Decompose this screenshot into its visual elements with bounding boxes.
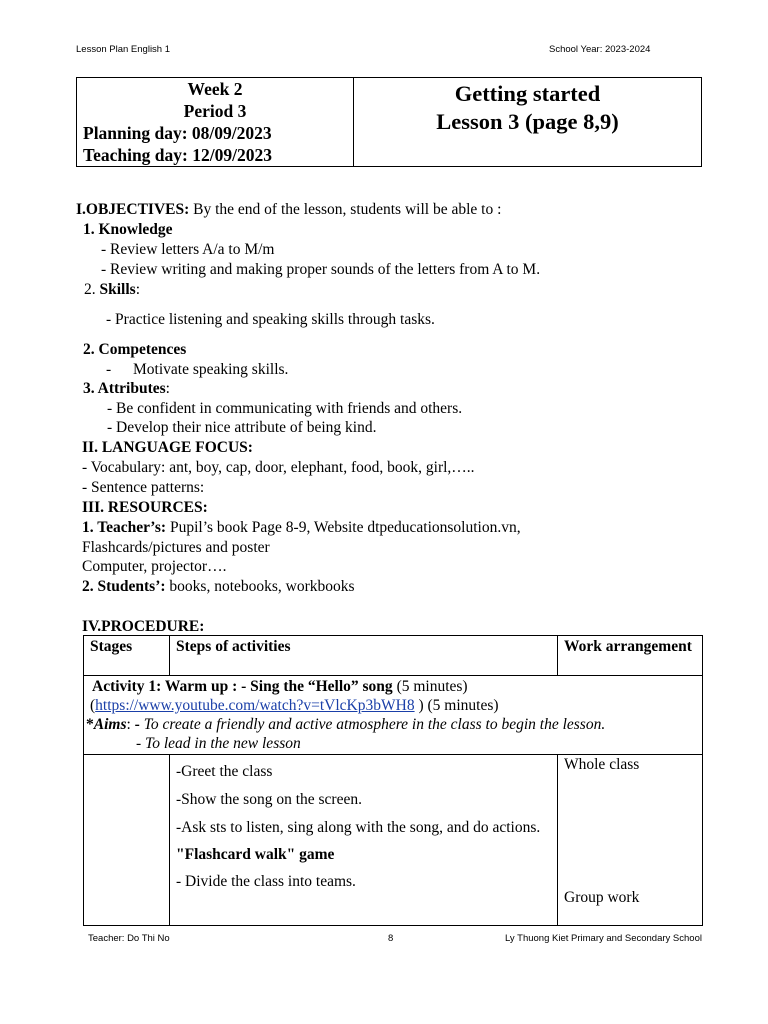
teacher-resources-line — [82, 518, 521, 537]
teacher-resources-line-2: Flashcards/pictures and poster — [82, 539, 270, 556]
planning-day: Planning day: 08/09/2023 — [83, 123, 272, 143]
steps-row — [84, 755, 703, 926]
footer-school: Ly Thuong Kiet Primary and Secondary School — [505, 933, 702, 944]
work-group-work: Group work — [564, 889, 640, 906]
sentence-patterns-line: - Sentence patterns: — [82, 479, 205, 496]
attributes-colon: : — [165, 380, 170, 397]
procedure-heading-text: IV.PROCEDURE: — [82, 618, 205, 635]
competences-heading-text: 2. Competences — [83, 341, 187, 358]
col-header-steps — [170, 636, 558, 676]
knowledge-item-2: - Review writing and making proper sounds of the letters from A to M. — [101, 261, 541, 278]
knowledge-heading — [83, 220, 173, 239]
activity-link-line — [86, 696, 700, 715]
work-whole-class: Whole class — [564, 756, 640, 773]
col-header-stages-text: Stages — [90, 638, 133, 655]
procedure-table — [83, 635, 703, 926]
header-right: School Year: 2023-2024 — [549, 44, 651, 55]
col-header-stages — [84, 636, 170, 676]
language-focus-heading — [82, 438, 253, 457]
aims-text-2: - To lead in the new lesson — [136, 735, 301, 752]
activity-link-time: ) (5 minutes) — [414, 697, 499, 714]
activity-title: Activity 1: Warm up : - Sing the “Hello” song — [92, 678, 393, 695]
teacher-resources-label: 1. Teacher’s: — [82, 519, 167, 536]
stage-cell — [84, 755, 170, 926]
steps-cell — [170, 755, 558, 926]
activity-link-open: ( — [90, 697, 96, 714]
youtube-link[interactable]: https://www.youtube.com/watch?v=tVlcKp3bWH8 — [95, 697, 415, 714]
teacher-resources-text: Pupil’s book Page 8-9, Website dtpeducationsolution.vn, — [166, 519, 521, 536]
vocabulary-line: - Vocabulary: ant, boy, cap, door, elephant, food, book, girl,….. — [82, 459, 475, 476]
lesson-title-line2: Lesson 3 (page 8,9) — [436, 109, 619, 134]
activity-time: (5 minutes) — [392, 678, 468, 695]
step-sing-along: -Ask sts to listen, sing along with the song, and do actions. — [176, 819, 541, 836]
students-resources-text: books, notebooks, workbooks — [165, 578, 355, 595]
attributes-heading — [83, 379, 170, 398]
attributes-item-1: - Be confident in communicating with friends and others. — [107, 400, 463, 417]
skills-num: 2. — [84, 281, 100, 298]
knowledge-heading-text: 1. Knowledge — [83, 221, 173, 238]
teacher-resources-line-3: Computer, projector…. — [82, 558, 227, 575]
activity-cell — [84, 676, 703, 755]
col-header-work-text: Work arrangement — [564, 638, 692, 655]
resources-heading — [82, 498, 208, 517]
knowledge-item-1: - Review letters A/a to M/m — [101, 241, 275, 258]
step-divide-teams: - Divide the class into teams. — [176, 873, 356, 890]
aims-dash: - — [134, 716, 144, 733]
activity-title-line — [86, 677, 700, 696]
info-box — [76, 77, 702, 167]
objectives-intro: By the end of the lesson, students will be able to : — [189, 201, 502, 218]
competences-dash: - — [106, 361, 112, 378]
step-flashcard-game-text: "Flashcard walk" game — [176, 846, 335, 863]
resources-heading-text: III. RESOURCES: — [82, 499, 208, 516]
teaching-day: Teaching day: 12/09/2023 — [83, 145, 272, 165]
work-cell — [558, 755, 703, 926]
aims-colon: : — [126, 716, 135, 733]
language-focus-heading-text: II. LANGUAGE FOCUS: — [82, 439, 253, 456]
period-label: Period 3 — [183, 101, 247, 121]
competences-heading — [83, 340, 186, 359]
lesson-title-line1: Getting started — [454, 81, 601, 106]
objectives-heading: I.OBJECTIVES: — [76, 201, 190, 218]
skills-heading — [84, 280, 140, 299]
footer-teacher: Teacher: Do Thi No — [88, 933, 170, 944]
aims-text-1: To create a friendly and active atmosphere in the class to begin the lesson. — [143, 716, 606, 733]
students-resources-label: 2. Students’: — [82, 578, 166, 595]
step-greet: -Greet the class — [176, 763, 273, 780]
skills-item-1: - Practice listening and speaking skills through tasks. — [106, 311, 435, 328]
aims-label: Aims — [93, 716, 127, 733]
step-flashcard-game — [176, 845, 551, 864]
objectives-line — [76, 200, 501, 219]
footer-page-number: 8 — [388, 933, 394, 944]
lesson-title — [354, 80, 701, 136]
aims-star: * — [86, 716, 94, 733]
week-label: Week 2 — [187, 79, 243, 99]
students-resources-line — [82, 577, 355, 596]
competences-item-1: Motivate speaking skills. — [133, 361, 289, 378]
header-left: Lesson Plan English 1 — [76, 44, 171, 55]
aims-line — [86, 715, 700, 734]
table-header-row — [84, 636, 703, 676]
attributes-item-2: - Develop their nice attribute of being kind. — [107, 419, 377, 436]
info-box-left — [77, 78, 354, 166]
skills-heading-text: Skills — [99, 281, 136, 298]
skills-colon: : — [135, 281, 141, 298]
activity-row — [84, 676, 703, 755]
attributes-heading-text: 3. Attributes — [83, 380, 166, 397]
col-header-steps-text: Steps of activities — [176, 638, 291, 655]
step-show-song: -Show the song on the screen. — [176, 791, 362, 808]
col-header-work — [558, 636, 703, 676]
procedure-heading — [82, 617, 204, 636]
